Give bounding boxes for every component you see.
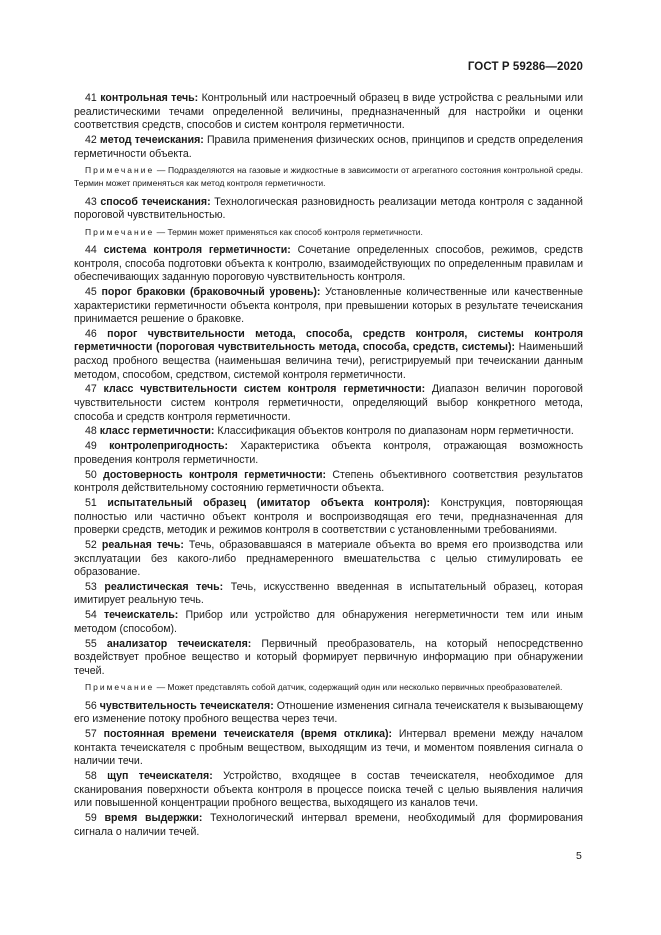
term-number: 57: [85, 728, 97, 740]
term-name: реальная течь:: [101, 538, 184, 551]
term-number: 55: [85, 637, 97, 650]
term-entry: [74, 581, 583, 608]
term-entry: [74, 700, 583, 727]
term-number: 49: [85, 440, 97, 453]
term-entry: [74, 638, 583, 679]
term-entry: [74, 539, 583, 580]
term-entry: [74, 196, 583, 223]
term-definition: Технологический интервал времени, необходимый для формирования сигнала о наличии течей.: [74, 811, 583, 838]
term-entry: [74, 244, 583, 285]
term-entry: [74, 770, 583, 811]
page-number: 5: [576, 850, 582, 862]
term-number: 43: [85, 195, 97, 208]
term-number: 52: [85, 538, 97, 551]
term-name: контрольная течь:: [100, 92, 199, 104]
term-definition: Интервал времени между началом контакта течеискателя с пробным веществом, выходящим из течи, и моментом появления сигнала о наличии течи.: [74, 728, 584, 768]
term-number: 45: [85, 285, 97, 298]
term-name: порог чувствительности метода, способа, средств контроля, системы контроля герметичности (пороговая чувствительность метода, способа, средств, системы):: [74, 327, 583, 354]
term-name: щуп течеискателя:: [107, 769, 213, 782]
note-label: Примечание: [85, 165, 155, 176]
term-number: 54: [85, 609, 97, 622]
term-number: 48: [85, 425, 97, 438]
term-name: постоянная времени течеискателя (время отклика):: [103, 728, 393, 740]
term-definition: Контрольный или настроечный образец в виде устройства с реальными или реалистическими течами определенной величины, предназначенный для настройки и оценки соответствия средств, способов и систем контроля герметичности.: [74, 92, 584, 132]
term-name: чувствительность течеискателя:: [99, 699, 274, 712]
term-definition: Течь, искусственно введенная в испытательный образец, которая имитирует реальную течь.: [74, 580, 583, 607]
term-name: контролепригодность:: [109, 440, 229, 453]
term-name: реалистическая течь:: [104, 580, 224, 593]
term-entry: [74, 812, 583, 839]
term-definition: Конструкция, повторяющая полностью или частично объект контроля и воспроизводящая его течи, предназначенная для проверки средств, методик и режимов контроля в соответствии с установленными требованиями.: [74, 496, 584, 537]
document-id-header: ГОСТ Р 59286—2020: [467, 61, 583, 73]
term-definition: Устройство, входящее в состав течеискателя, необходимое для сканирования поверхности объекта контроля в процессе поиска течей с целью выявления наличия или повышенной концентрации пробного вещества, выходящего из каналов течи.: [74, 769, 583, 810]
term-definition: Правила применения физических основ, принципов и средств определения герметичности объекта.: [74, 133, 584, 160]
term-definition: Сочетание определенных способов, режимов, средств контроля, способа подготовки объекта к контролю, взаимодействующих по определенным правилам и обеспечивающих заданную пороговую чувствительность контроля.: [74, 243, 584, 284]
term-number: 58: [85, 769, 97, 782]
term-name: класс чувствительности систем контроля герметичности:: [103, 383, 426, 396]
term-definition: Течь, образовавшаяся в материале объекта во время его производства или эксплуатации без какого-либо преднамеренного вмешательства с целью стимулировать ее образование.: [74, 538, 583, 579]
term-entry: [74, 425, 583, 439]
term-definition: Первичный преобразователь, на который непосредственно воздействует пробное вещество и который формирует первичную информацию при обнаружении течей.: [74, 637, 583, 677]
term-name: испытательный образец (имитатор объекта контроля):: [107, 496, 431, 509]
term-number: 51: [85, 496, 97, 509]
note-text: — Может представлять собой датчик, содержащий один или несколько первичных преобразователей.: [156, 682, 563, 693]
term-name: время выдержки:: [104, 811, 203, 824]
term-number: 47: [85, 383, 97, 396]
term-number: 42: [85, 133, 97, 146]
term-entry: [74, 286, 583, 327]
term-definition: Технологическая разновидность реализации метода контроля с заданной пороговой чувствительностью.: [74, 195, 583, 222]
term-number: 46: [85, 327, 97, 340]
term-definition: Классификация объектов контроля по диапазонам норм герметичности.: [217, 425, 574, 438]
note: [74, 681, 583, 694]
term-definition: Отношение изменения сигнала течеискателя к вызывающему его изменение потоку пробного вещества через течи.: [74, 699, 583, 726]
term-number: 50: [85, 468, 97, 481]
term-number: 53: [85, 580, 97, 593]
term-entry: [74, 328, 583, 382]
term-entry: [74, 497, 583, 538]
term-definition: Степень объективного соответствия результатов контроля действительному состоянию герметичности объекта.: [74, 468, 583, 495]
term-name: способ течеискания:: [100, 195, 211, 208]
term-entry: [74, 469, 583, 496]
term-entry: [74, 134, 583, 161]
document-body: [74, 92, 583, 840]
note-label: Примечание: [85, 682, 155, 693]
term-entry: [74, 383, 583, 424]
note-text: — Термин может применяться как способ контроля герметичности.: [156, 226, 423, 237]
term-entry: [74, 728, 583, 769]
term-name: течеискатель:: [103, 609, 179, 622]
term-name: порог браковки (браковочный уровень):: [101, 285, 321, 298]
term-entry: [74, 440, 583, 467]
note: [74, 164, 583, 190]
term-definition: Прибор или устройство для обнаружения негерметичности тем или иным методом (способом).: [74, 609, 583, 635]
term-number: 44: [85, 243, 97, 256]
term-entry: [74, 609, 583, 636]
term-number: 41: [85, 92, 97, 104]
note: [74, 226, 583, 239]
term-definition: Характеристика объекта контроля, отражающая возможность проведения контроля герметичности.: [74, 440, 583, 466]
term-entry: [74, 92, 583, 133]
term-number: 59: [85, 811, 97, 824]
note-text: — Подразделяются на газовые и жидкостные в зависимости от агрегатного состояния контрольной среды. Термин может применяться как метод контроля герметичности.: [74, 165, 583, 189]
term-name: достоверность контроля герметичности:: [103, 468, 327, 481]
term-name: метод течеискания:: [99, 133, 204, 146]
term-definition: Установленные количественные или качественные характеристики герметичности объекта контроля, при превышении которых в результате течеискания принимается решение о браковке.: [74, 285, 583, 326]
term-number: 56: [85, 699, 97, 712]
term-name: система контроля герметичности:: [103, 243, 291, 256]
note-label: Примечание: [85, 226, 155, 237]
term-definition: Диапазон величин пороговой чувствительности систем контроля герметичности, определяющий выбор конкретного метода, способа и средств контроля герметичности.: [74, 383, 583, 423]
term-name: анализатор течеискателя:: [106, 637, 252, 650]
term-name: класс герметичности:: [99, 425, 215, 438]
term-definition: Наименьший расход пробного вещества (наименьшая величина течи), регистрируемый при течеискании данным методом, способом, средством, системой контроля герметичности.: [74, 341, 583, 381]
